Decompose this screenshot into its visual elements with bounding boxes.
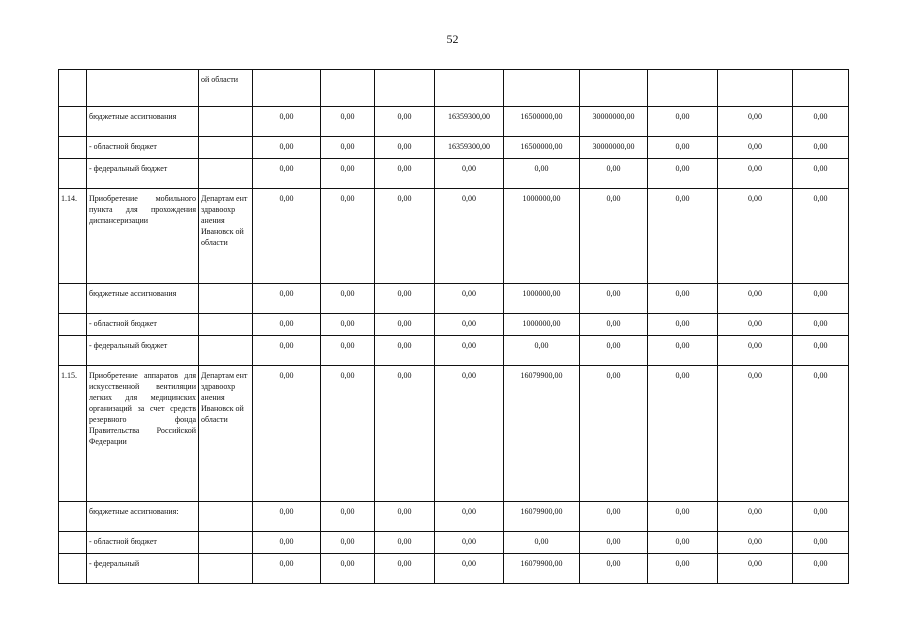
funding-label: - областной бюджет (87, 137, 199, 159)
table-row (59, 70, 849, 107)
value-cell (435, 70, 504, 107)
value-cell: 0,00 (321, 284, 375, 314)
value-cell: 0,00 (793, 107, 849, 137)
funding-label: бюджетные ассигнования (87, 107, 199, 137)
funding-row (59, 284, 849, 314)
row-executor-cell (199, 137, 253, 159)
funding-label: бюджетные ассигнования (87, 284, 199, 314)
funding-row (59, 336, 849, 366)
value-cell (321, 70, 375, 107)
funding-label: - областной бюджет (87, 314, 199, 336)
value-cell: 0,00 (375, 189, 435, 284)
value-cell: 0,00 (793, 336, 849, 366)
value-cell: 0,00 (321, 502, 375, 532)
value-cell (793, 70, 849, 107)
value-cell: 0,00 (253, 366, 321, 502)
row-executor-cell (199, 159, 253, 189)
value-cell: 0,00 (793, 137, 849, 159)
value-cell: 0,00 (580, 189, 648, 284)
row-executor-cell (199, 284, 253, 314)
row-number-cell (59, 554, 87, 584)
value-cell: 0,00 (648, 532, 718, 554)
row-number-cell (59, 137, 87, 159)
row-name-cell (87, 70, 199, 107)
row-number-cell (59, 70, 87, 107)
value-cell: 0,00 (793, 314, 849, 336)
value-cell: 0,00 (648, 314, 718, 336)
value-cell: 0,00 (253, 107, 321, 137)
value-cell: 0,00 (435, 336, 504, 366)
funding-row (59, 554, 849, 584)
value-cell (718, 70, 793, 107)
value-cell: 16079900,00 (504, 502, 580, 532)
value-cell: 0,00 (321, 107, 375, 137)
value-cell: 0,00 (504, 159, 580, 189)
row-executor-cell (199, 554, 253, 584)
value-cell: 0,00 (580, 159, 648, 189)
value-cell: 0,00 (718, 314, 793, 336)
value-cell: 0,00 (253, 502, 321, 532)
value-cell: 0,00 (375, 284, 435, 314)
value-cell: 1000000,00 (504, 284, 580, 314)
value-cell: 0,00 (718, 532, 793, 554)
row-number-cell (59, 314, 87, 336)
row-executor-cell (199, 314, 253, 336)
value-cell: 0,00 (435, 284, 504, 314)
value-cell: 0,00 (253, 159, 321, 189)
value-cell: 16079900,00 (504, 554, 580, 584)
value-cell: 0,00 (321, 532, 375, 554)
value-cell: 0,00 (253, 336, 321, 366)
value-cell: 0,00 (718, 284, 793, 314)
value-cell: 0,00 (435, 366, 504, 502)
value-cell: 0,00 (648, 554, 718, 584)
row-executor-cell: ой области (199, 70, 253, 107)
value-cell: 0,00 (253, 554, 321, 584)
item-number: 1.14. (59, 189, 87, 284)
page-number: 52 (446, 32, 459, 46)
value-cell: 0,00 (580, 366, 648, 502)
value-cell: 0,00 (718, 366, 793, 502)
item-name: Приобретение мобильного пункта для прохождения диспансеризации (87, 189, 199, 284)
value-cell: 0,00 (253, 189, 321, 284)
funding-label: - федеральный (87, 554, 199, 584)
value-cell: 0,00 (648, 159, 718, 189)
row-executor-cell (199, 532, 253, 554)
value-cell (648, 70, 718, 107)
value-cell: 16079900,00 (504, 366, 580, 502)
value-cell: 0,00 (375, 159, 435, 189)
value-cell: 0,00 (718, 336, 793, 366)
value-cell (580, 70, 648, 107)
value-cell: 0,00 (793, 159, 849, 189)
row-number-cell (59, 532, 87, 554)
funding-label: бюджетные ассигнования: (87, 502, 199, 532)
funding-label: - федеральный бюджет (87, 336, 199, 366)
value-cell: 0,00 (435, 554, 504, 584)
value-cell (504, 70, 580, 107)
value-cell: 0,00 (718, 554, 793, 584)
value-cell: 0,00 (580, 284, 648, 314)
value-cell: 0,00 (435, 189, 504, 284)
value-cell: 0,00 (321, 366, 375, 502)
value-cell: 0,00 (375, 554, 435, 584)
item-executor: Департам ент здравоохр анения Ивановск ой области (199, 189, 253, 284)
value-cell: 0,00 (580, 314, 648, 336)
funding-row (59, 159, 849, 189)
row-number-cell (59, 107, 87, 137)
value-cell: 30000000,00 (580, 107, 648, 137)
value-cell: 0,00 (648, 336, 718, 366)
row-number-cell (59, 159, 87, 189)
row-executor-cell (199, 107, 253, 137)
item-header-row (59, 189, 849, 284)
funding-row (59, 314, 849, 336)
value-cell: 0,00 (718, 137, 793, 159)
value-cell: 0,00 (375, 336, 435, 366)
funding-row (59, 107, 849, 137)
value-cell: 0,00 (435, 532, 504, 554)
value-cell: 0,00 (321, 189, 375, 284)
budget-table (58, 69, 849, 584)
value-cell: 0,00 (718, 159, 793, 189)
value-cell: 0,00 (435, 314, 504, 336)
value-cell: 0,00 (793, 284, 849, 314)
value-cell: 0,00 (504, 532, 580, 554)
row-executor-cell (199, 502, 253, 532)
value-cell: 0,00 (793, 189, 849, 284)
funding-label: - областной бюджет (87, 532, 199, 554)
value-cell: 0,00 (375, 502, 435, 532)
row-executor-cell (199, 336, 253, 366)
value-cell: 0,00 (793, 532, 849, 554)
value-cell: 0,00 (504, 336, 580, 366)
value-cell: 0,00 (375, 314, 435, 336)
funding-label: - федеральный бюджет (87, 159, 199, 189)
value-cell: 0,00 (580, 502, 648, 532)
value-cell: 0,00 (321, 137, 375, 159)
value-cell: 0,00 (648, 189, 718, 284)
value-cell: 0,00 (648, 284, 718, 314)
value-cell: 0,00 (435, 159, 504, 189)
value-cell: 0,00 (648, 366, 718, 502)
value-cell: 16359300,00 (435, 107, 504, 137)
value-cell: 0,00 (321, 554, 375, 584)
value-cell: 0,00 (321, 314, 375, 336)
value-cell: 0,00 (375, 366, 435, 502)
value-cell: 0,00 (580, 554, 648, 584)
value-cell (375, 70, 435, 107)
funding-row (59, 532, 849, 554)
value-cell: 16500000,00 (504, 137, 580, 159)
value-cell: 16359300,00 (435, 137, 504, 159)
funding-row (59, 137, 849, 159)
value-cell: 0,00 (321, 336, 375, 366)
value-cell: 0,00 (718, 502, 793, 532)
value-cell: 0,00 (253, 284, 321, 314)
item-header-row (59, 366, 849, 502)
value-cell: 16500000,00 (504, 107, 580, 137)
value-cell: 0,00 (793, 502, 849, 532)
value-cell: 0,00 (435, 502, 504, 532)
value-cell: 0,00 (321, 159, 375, 189)
item-number: 1.15. (59, 366, 87, 502)
value-cell: 0,00 (253, 137, 321, 159)
funding-row (59, 502, 849, 532)
value-cell: 1000000,00 (504, 314, 580, 336)
value-cell: 0,00 (253, 532, 321, 554)
item-executor: Департам ент здравоохр анения Ивановск ой области (199, 366, 253, 502)
value-cell: 0,00 (718, 189, 793, 284)
value-cell: 0,00 (375, 107, 435, 137)
row-number-cell (59, 502, 87, 532)
value-cell: 0,00 (648, 137, 718, 159)
value-cell: 1000000,00 (504, 189, 580, 284)
value-cell: 0,00 (648, 107, 718, 137)
value-cell: 0,00 (793, 554, 849, 584)
row-number-cell (59, 284, 87, 314)
value-cell: 0,00 (375, 137, 435, 159)
value-cell (253, 70, 321, 107)
value-cell: 0,00 (793, 366, 849, 502)
value-cell: 30000000,00 (580, 137, 648, 159)
value-cell: 0,00 (580, 336, 648, 366)
item-name: Приобретение аппаратов для искусственной вентиляции легких для медицинских организаций за счет средств резервного фонда Правительства Российской Федерации (87, 366, 199, 502)
row-number-cell (59, 336, 87, 366)
value-cell: 0,00 (375, 532, 435, 554)
value-cell: 0,00 (648, 502, 718, 532)
value-cell: 0,00 (580, 532, 648, 554)
value-cell: 0,00 (718, 107, 793, 137)
value-cell: 0,00 (253, 314, 321, 336)
